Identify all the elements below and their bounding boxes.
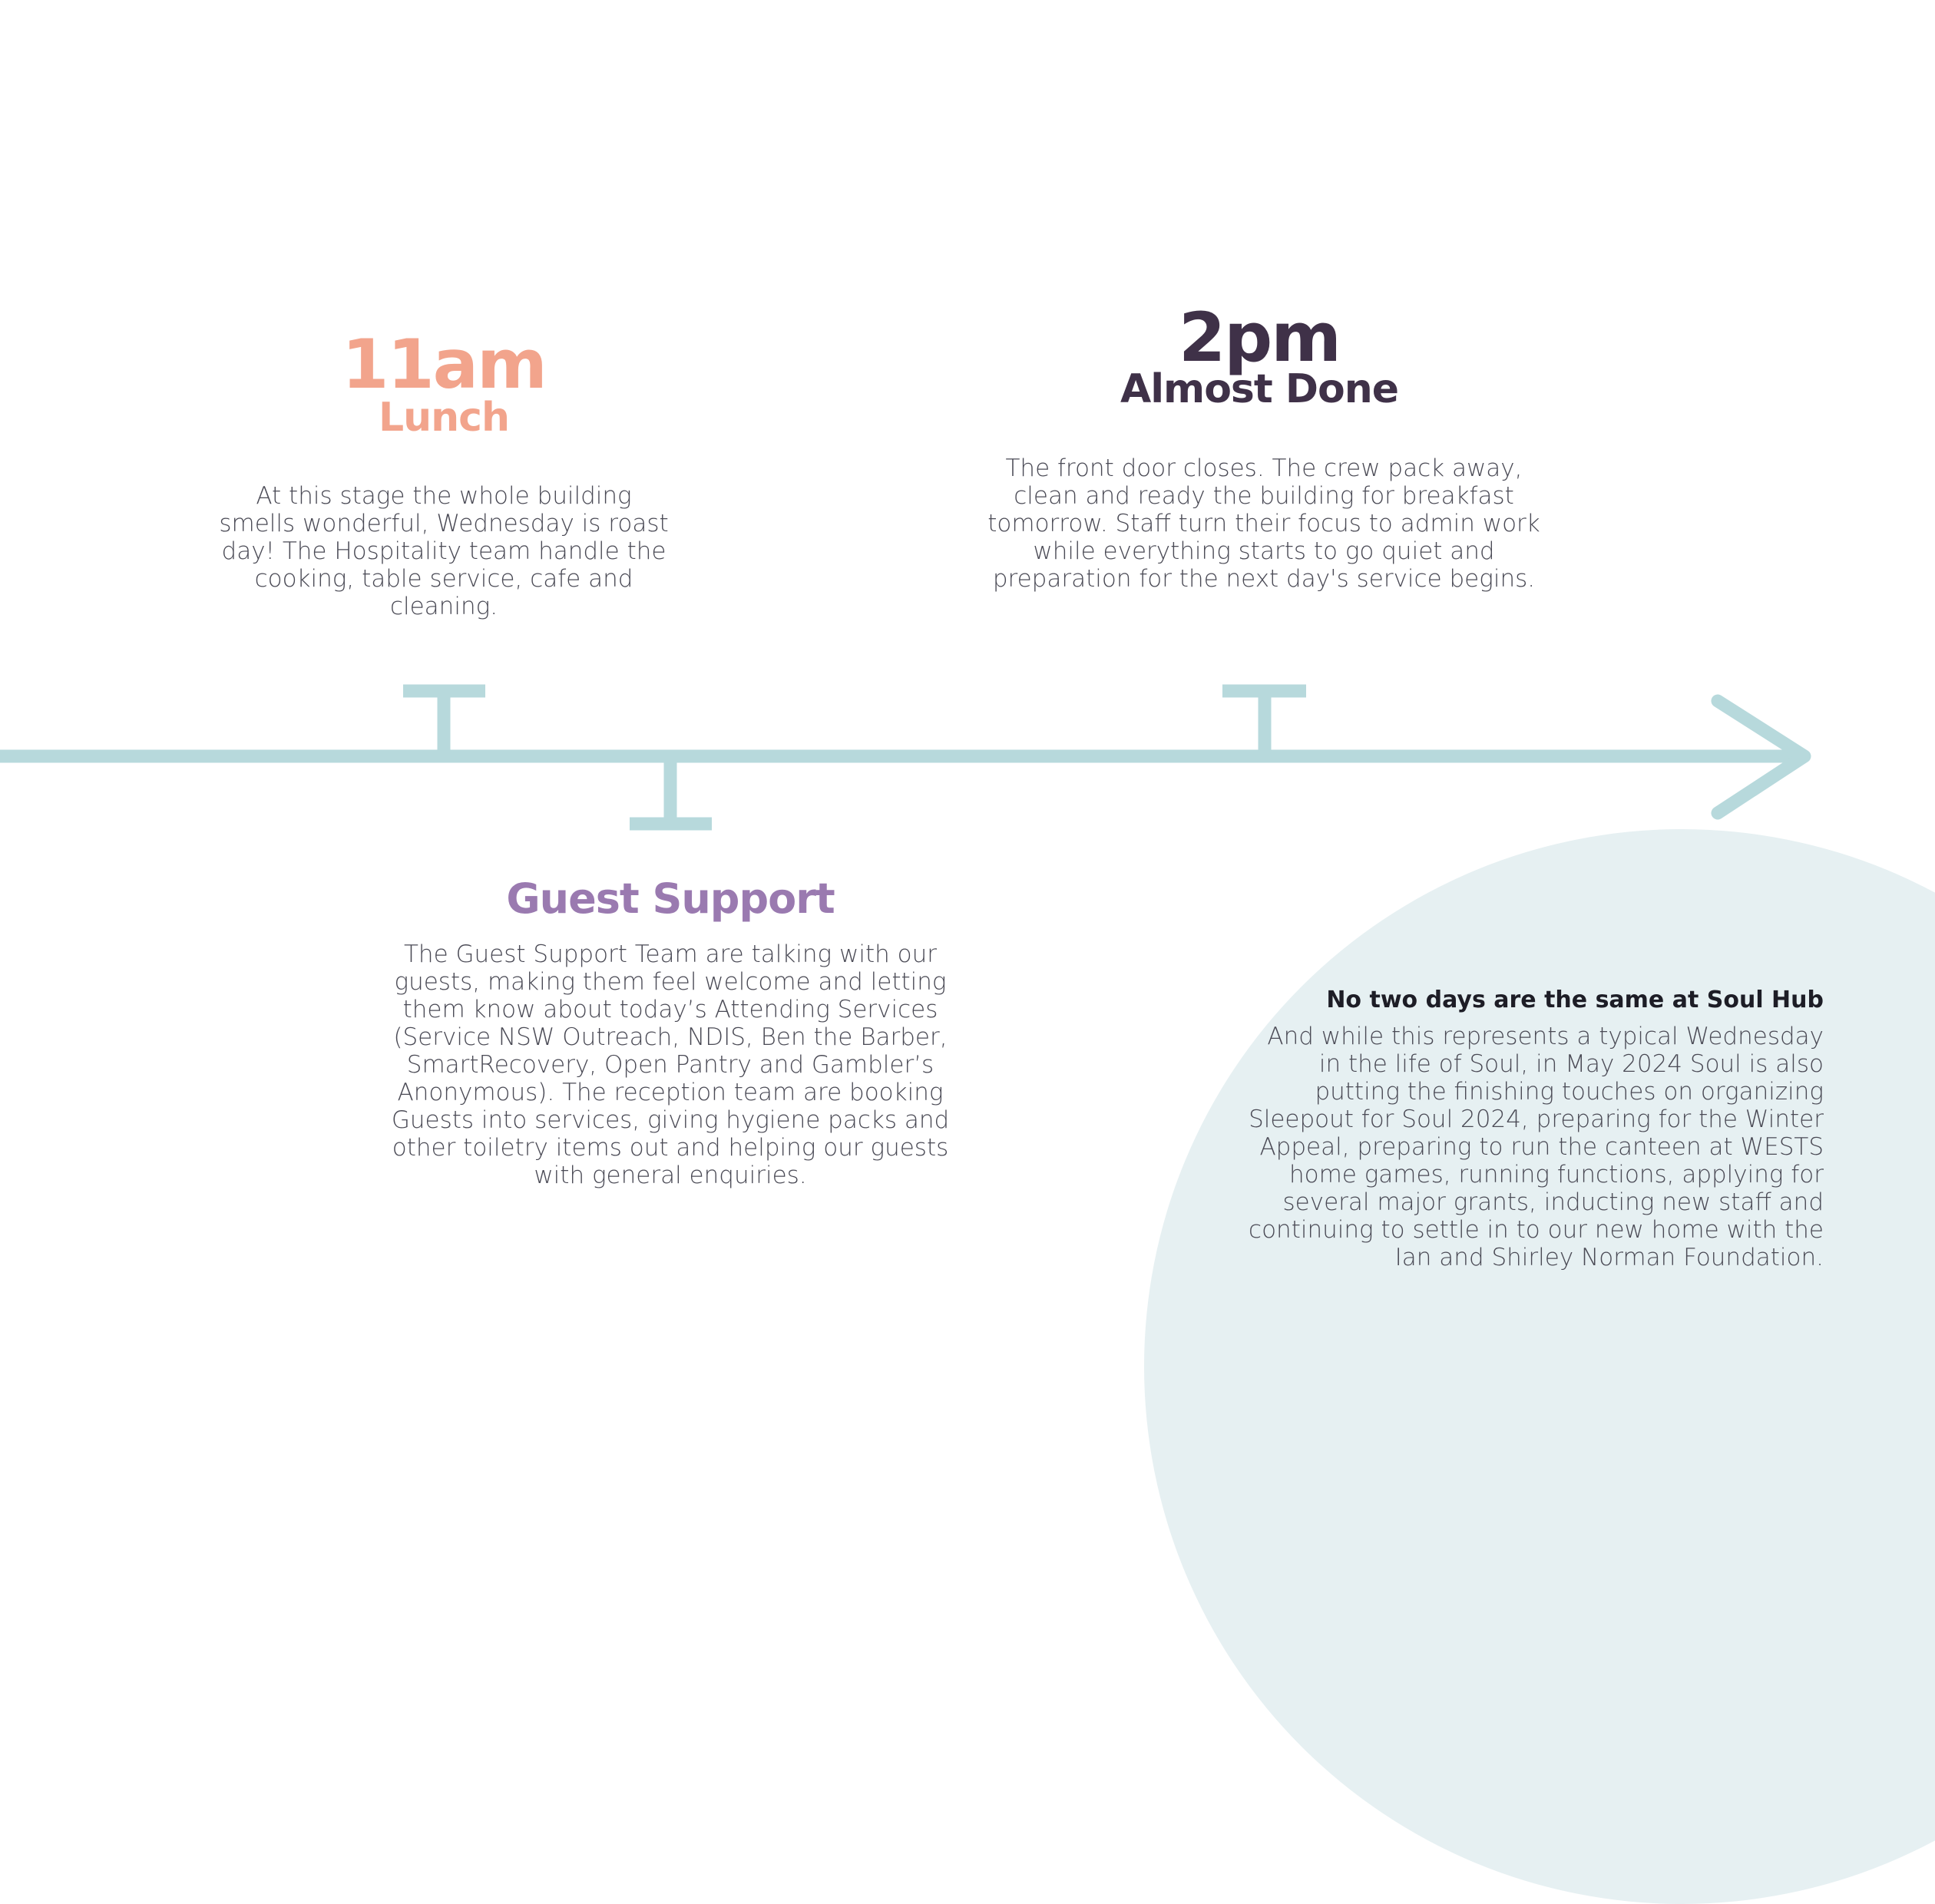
title-lunch: Lunch — [378, 395, 510, 441]
note-heading: No two days are the same at Soul Hub — [1326, 987, 1824, 1013]
lunch-description: At this stage the whole building smells wonderful, Wednesday is roast day! The Hospitality team handle the cooking, table service, cafe and cleaning. — [219, 482, 669, 620]
timeline-marker-2pm — [1222, 691, 1306, 756]
timeline-marker-guest-support — [630, 756, 712, 824]
title-almost-done: Almost Done — [1120, 366, 1399, 412]
title-guest-support: Guest Support — [506, 874, 835, 923]
note-description: And while this represents a typical Wednesday in the life of Soul, in May 2024 Soul is also putting the finishing touches on organizing Sleepout for Soul 2024, preparing for the Winter Appeal, preparing to run the canteen at WESTS home games, running functions, applying for several major grants, inducting new staff and continuing to settle in to our new home with the Ian and Shirley Norman Foundation. — [1249, 1023, 1824, 1271]
almost-done-description: The front door closes. The crew pack away, clean and ready the building for breakfast tomorrow. Staff turn their focus to admin work while everything starts to go quiet and preparation for the next day's service begins. — [987, 455, 1540, 593]
timeline-marker-11am — [403, 691, 485, 756]
time-11am: 11am — [342, 325, 546, 404]
guest-support-description: The Guest Support Team are talking with our guests, making them feel welcome and letting them know about today’s Attending Services (Service NSW Outreach, NDIS, Ben the Barber, SmartRecovery, Open Pantry and Gambler’s Anonymous). The reception team are booking Guests into services, giving hygiene packs and other toiletry items out and helping our guests with general enquiries. — [391, 940, 950, 1189]
time-2pm: 2pm — [1179, 298, 1340, 377]
